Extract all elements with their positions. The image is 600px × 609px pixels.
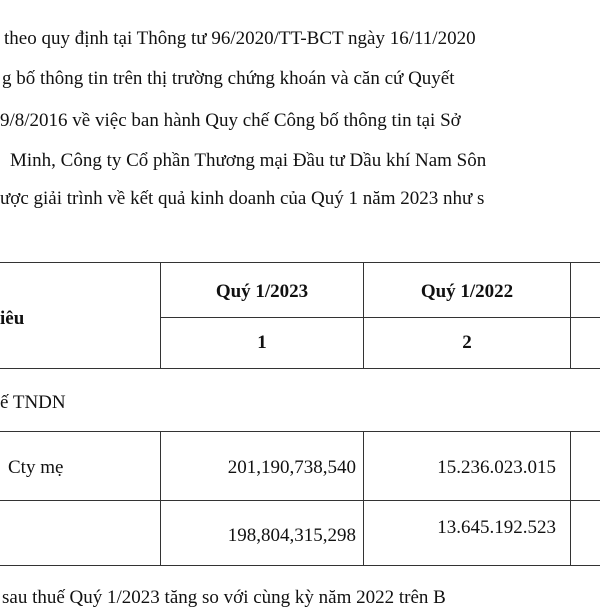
row-1-label: Cty mẹ — [8, 457, 64, 478]
footer-partial-line: sau thuế Quý 1/2023 tăng so với cùng kỳ năm 2022 trên B — [2, 587, 446, 608]
header-label-column: iêu — [0, 308, 25, 329]
row-1-q1-2022: 15.236.023.015 — [437, 457, 556, 478]
row-2-q1-2023: 198,804,315,298 — [227, 525, 356, 546]
paragraph-line-2: g bố thông tin trên thị trường chứng khoán và căn cứ Quyết — [2, 68, 455, 89]
paragraph-line-1: theo quy định tại Thông tư 96/2020/TT-BCT ngày 16/11/2020 — [4, 28, 476, 49]
table-rule-header-split — [160, 317, 600, 318]
row-1-q1-2023: 201,190,738,540 — [227, 457, 356, 478]
row-2-q1-2022: 13.645.192.523 — [437, 517, 556, 538]
header-index-1: 1 — [257, 332, 267, 353]
table-rule-row1-bottom — [0, 500, 600, 501]
table-rule-row2-bottom — [0, 565, 600, 566]
table-col-divider-3-body — [570, 431, 571, 565]
header-q1-2023: Quý 1/2023 — [215, 281, 309, 302]
header-index-2: 2 — [462, 332, 472, 353]
header-q1-2022: Quý 1/2022 — [420, 281, 514, 302]
section-label: ế TNDN — [0, 392, 66, 413]
paragraph-line-5: ược giải trình về kết quả kinh doanh của Quý 1 năm 2023 như s — [0, 188, 485, 209]
paragraph-line-4: Minh, Công ty Cổ phần Thương mại Đầu tư Dầu khí Nam Sôn — [10, 150, 487, 171]
paragraph-line-3: 9/8/2016 về việc ban hành Quy chế Công bố thông tin tại Sở — [0, 110, 461, 131]
table-rule-top — [0, 262, 600, 263]
table-rule-header-bottom — [0, 368, 600, 369]
table-col-divider-2-body — [363, 431, 364, 565]
table-rule-section-bottom — [0, 431, 600, 432]
